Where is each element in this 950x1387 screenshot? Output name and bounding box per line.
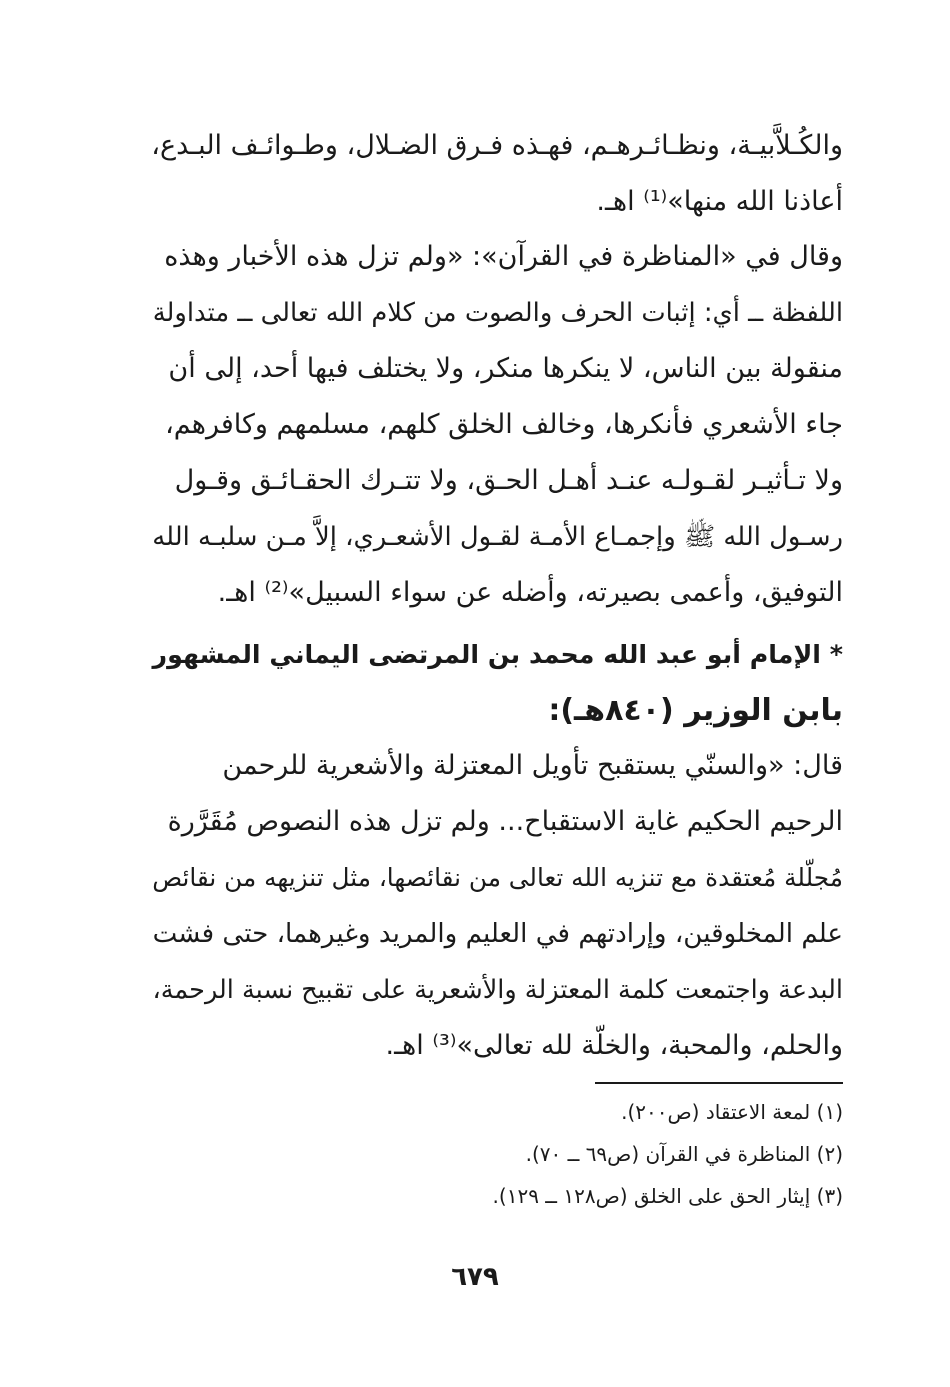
text-line: والحلم، والمحبة، والخلّة لله تعالى»⁽³⁾ اهـ. — [385, 1030, 843, 1061]
text-line: مُجلّلة مُعتقدة مع تنزيه الله تعالى من نقائصها، مثل تنزيهه من نقائص — [152, 863, 843, 892]
heading-line: بابن الوزير (٨٤٠هـ): — [548, 693, 843, 728]
footnote-2: (٢) المناظرة في القرآن (ص٦٩ ــ ٧٠). — [525, 1142, 843, 1166]
page-number: ٦٧٩ — [451, 1262, 499, 1292]
text-line: جاء الأشعري فأنكرها، وخالف الخلق كلهم، مسلمهم وكافرهم، — [165, 409, 843, 440]
text-line: رسـول الله ﷺ وإجمـاع الأمـة لقـول الأشعـري، إلاَّ مـن سلبـه الله — [152, 522, 843, 552]
footnote-divider — [595, 1082, 843, 1084]
footnote-3: (٣) إيثار الحق على الخلق (ص١٢٨ ــ ١٢٩). — [492, 1184, 843, 1208]
text-line: أعاذنا الله منها»⁽¹⁾ اهـ. — [596, 186, 843, 217]
text-line: منقولة بين الناس، لا ينكرها منكر، ولا يختلف فيها أحد، إلى أن — [168, 353, 843, 384]
heading-line: * الإمام أبو عبد الله محمد بن المرتضى اليماني المشهور — [152, 640, 843, 669]
text-line: والكُـلاَّبيـة، ونظـائـرهـم، فهـذه فـرق الضـلال، وطـوائـف البـدع، — [151, 130, 843, 161]
text-line: قال: «والسنّي يستقبح تأويل المعتزلة والأشعرية للرحمن — [222, 750, 843, 781]
text-line: اللفظة ــ أي: إثبات الحرف والصوت من كلام الله تعالى ــ متداولة — [152, 298, 843, 328]
text-line: ولا تـأثيـر لقـولـه عنـد أهـل الحـق، ولا تتـرك الحقـائـق وقـول — [174, 465, 843, 496]
text-line: وقال في «المناظرة في القرآن»: «ولم تزل هذه الأخبار وهذه — [164, 241, 843, 272]
text-line: التوفيق، وأعمى بصيرته، وأضله عن سواء السبيل»⁽²⁾ اهـ. — [217, 577, 843, 608]
text-line: البدعة واجتمعت كلمة المعتزلة والأشعرية على تقبيح نسبة الرحمة، — [152, 975, 843, 1005]
text-line: الرحيم الحكيم غاية الاستقباح... ولم تزل هذه النصوص مُقَرَّرة — [167, 806, 843, 837]
footnote-1: (١) لمعة الاعتقاد (ص٢٠٠). — [621, 1100, 843, 1124]
text-line: علم المخلوقين، وإرادتهم في العليم والمريد وغيرهما، حتى فشت — [152, 919, 843, 949]
